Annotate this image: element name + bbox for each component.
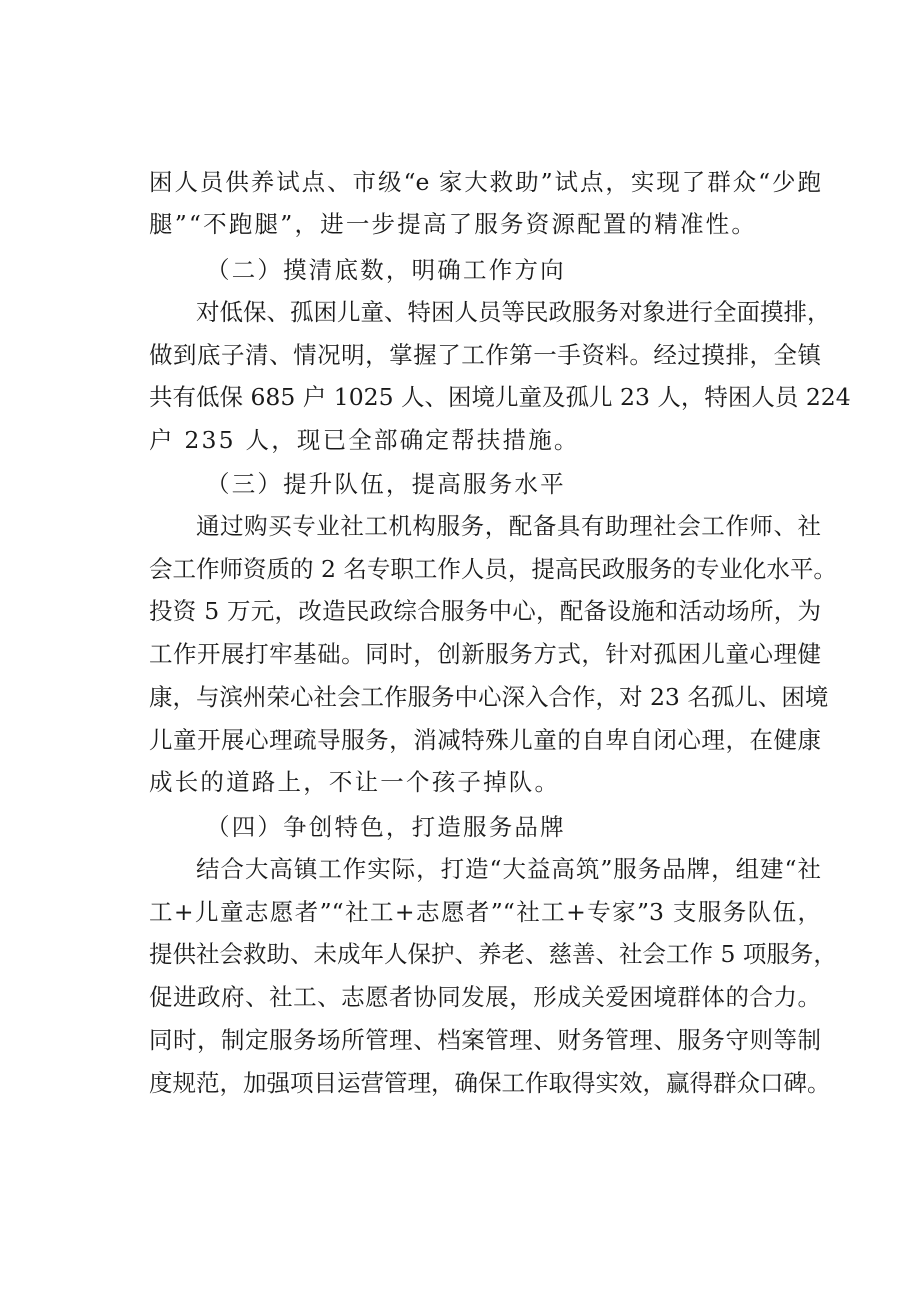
paragraph-4-line-5: 同时，制定服务场所管理、档案管理、财务管理、服务守则等制 [149, 1026, 821, 1054]
paragraph-1-line-2: 腿”“不跑腿”，进一步提高了服务资源配置的精准性。 [149, 210, 758, 238]
paragraph-4-line-6: 度规范，加强项目运营管理，确保工作取得实效，赢得群众口碑。 [149, 1069, 831, 1097]
paragraph-4-line-2: 工+儿童志愿者”“社工+志愿者”“社工+专家”3 支服务队伍， [149, 898, 821, 926]
paragraph-2-line-2: 做到底子清、情况明，掌握了工作第一手资料。经过摸排，全镇 [149, 341, 821, 369]
paragraph-3-line-5: 康，与滨州荣心社会工作服务中心深入合作，对 23 名孤儿、困境 [149, 683, 829, 711]
paragraph-2-line-4: 户 235 人，现已全部确定帮扶措施。 [149, 426, 580, 454]
paragraph-2-line-1: 对低保、孤困儿童、特困人员等民政服务对象进行全面摸排， [196, 298, 831, 326]
paragraph-4-line-4: 促进政府、社工、志愿者协同发展，形成关爱困境群体的合力。 [149, 983, 821, 1011]
paragraph-4-line-3: 提供社会救助、未成年人保护、养老、慈善、社会工作 5 项服务， [149, 940, 837, 968]
paragraph-3-line-1: 通过购买专业社工机构服务，配备具有助理社会工作师、社 [196, 512, 821, 540]
paragraph-1-line-1: 困人员供养试点、市级“e 家大救助”试点，实现了群众“少跑 [149, 168, 821, 196]
paragraph-3-line-7: 成长的道路上，不让一个孩子掉队。 [149, 768, 561, 796]
section-heading-4: （四）争创特色，打造服务品牌 [206, 813, 566, 841]
paragraph-4-line-1: 结合大高镇工作实际，打造“大益高筑”服务品牌，组建“社 [196, 855, 821, 883]
paragraph-3-line-4: 工作开展打牢基础。同时，创新服务方式，针对孤困儿童心理健 [149, 640, 821, 668]
paragraph-3-line-2: 会工作师资质的 2 名专职工作人员，提高民政服务的专业化水平。 [149, 555, 837, 583]
paragraph-3-line-6: 儿童开展心理疏导服务，消减特殊儿童的自卑自闭心理，在健康 [149, 726, 821, 754]
section-heading-2: （二）摸清底数，明确工作方向 [206, 256, 566, 284]
section-heading-3: （三）提升队伍，提高服务水平 [206, 470, 566, 498]
paragraph-3-line-3: 投资 5 万元，改造民政综合服务中心，配备设施和活动场所，为 [149, 597, 821, 625]
paragraph-2-line-3: 共有低保 685 户 1025 人、困境儿童及孤儿 23 人，特困人员 224 [149, 383, 851, 411]
